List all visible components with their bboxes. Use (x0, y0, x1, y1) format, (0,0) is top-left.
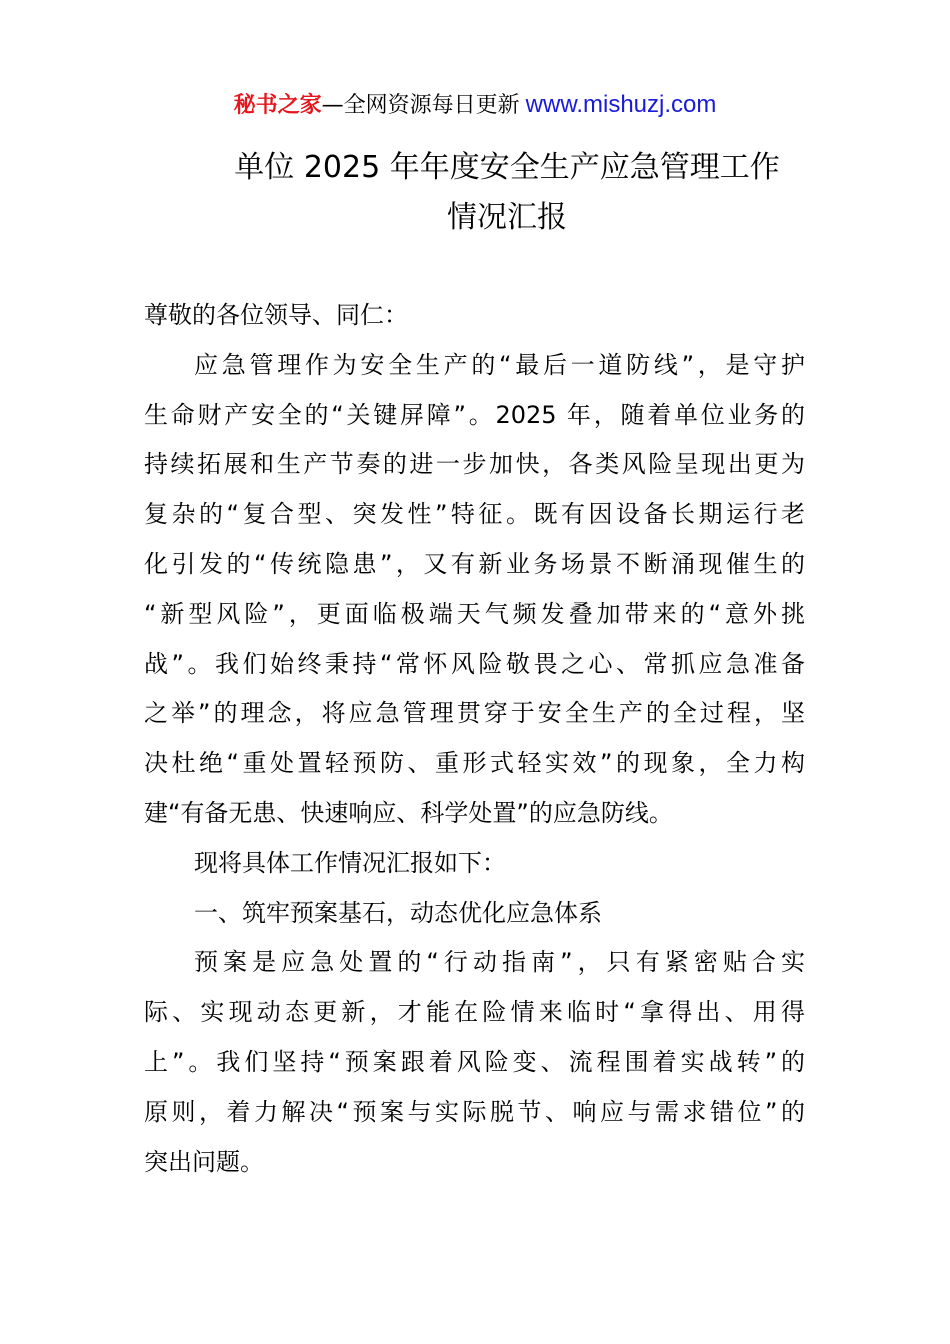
text-line: 之举”的理念，将应急管理贯穿于安全生产的全过程，坚 (144, 699, 805, 728)
text-line: 尊敬的各位领导、同仁： (144, 301, 408, 329)
text-line: 应急管理作为安全生产的“最后一道防线”，是守护 (194, 350, 805, 379)
text-line: 持续拓展和生产节奏的进一步加快，各类风险呈现出更为 (144, 450, 805, 479)
text-line: 生命财产安全的“关键屏障”。2025 年，随着单位业务的 (144, 400, 805, 429)
text-line: 建“有备无患、快速响应、科学处置”的应急防线。 (144, 798, 673, 827)
document-title-line-2: 情况汇报 (447, 200, 567, 235)
banner-slogan: —全网资源每日更新 (321, 93, 520, 118)
site-banner (0, 88, 950, 119)
text-line: 复杂的“复合型、突发性”特征。既有因设备长期运行老 (144, 500, 805, 529)
text-line: “新型风险”，更面临极端天气频发叠加带来的“意外挑 (144, 599, 805, 628)
brand-name: 秘书之家 (233, 93, 322, 118)
text-line: 上”。我们坚持“预案跟着风险变、流程围着实战转”的 (144, 1047, 805, 1076)
site-url-link[interactable]: www.mishuzj.com (525, 91, 717, 118)
text-line: 际、实现动态更新，才能在险情来临时“拿得出、用得 (144, 998, 805, 1027)
document-title-line-1: 单位 2025 年年度安全生产应急管理工作 (234, 150, 780, 185)
text-line: 预案是应急处置的“行动指南”，只有紧密贴合实 (194, 948, 805, 977)
document-body (144, 291, 805, 1187)
text-line: 一、筑牢预案基石，动态优化应急体系 (194, 898, 602, 927)
text-line: 现将具体工作情况汇报如下： (194, 848, 506, 877)
text-line: 原则，着力解决“预案与实际脱节、响应与需求错位”的 (144, 1097, 805, 1126)
text-line: 突出问题。 (144, 1147, 264, 1176)
text-line: 化引发的“传统隐患”，又有新业务场景不断涌现催生的 (144, 549, 805, 578)
text-line: 战”。我们始终秉持“常怀风险敬畏之心、常抓应急准备 (144, 649, 805, 678)
text-line: 决杜绝“重处置轻预防、重形式轻实效”的现象，全力构 (144, 749, 805, 778)
